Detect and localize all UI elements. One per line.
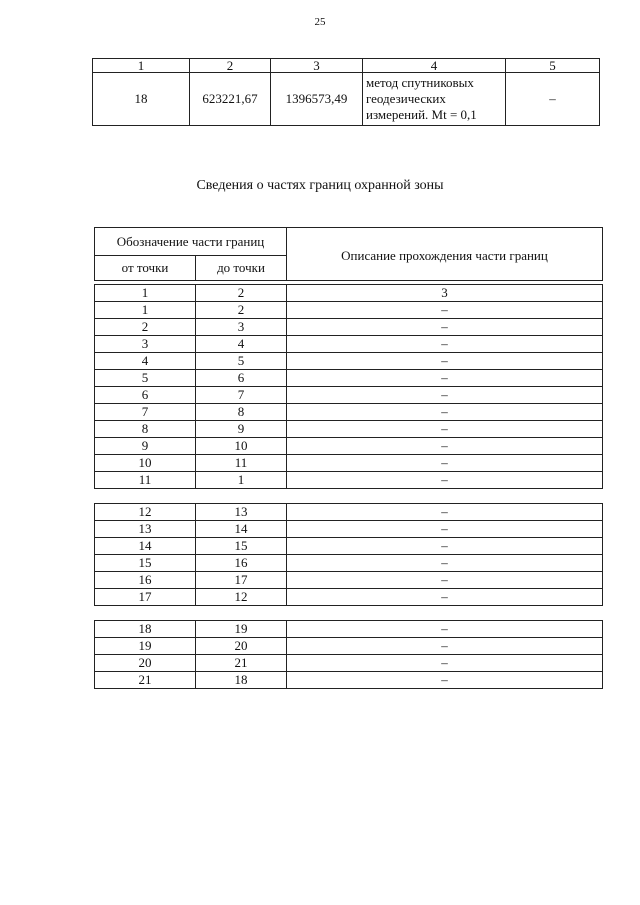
from-point-cell: 15 — [95, 555, 196, 572]
to-point-cell: 19 — [196, 621, 287, 638]
point-number: 18 — [93, 73, 190, 126]
page-number: 25 — [314, 16, 326, 28]
section-title: Сведения о частях границ охранной зоны — [196, 178, 444, 193]
from-point-cell: 6 — [95, 387, 196, 404]
numbering-cell: 2 — [196, 285, 287, 302]
to-point-cell: 8 — [196, 404, 287, 421]
from-point-cell: 13 — [95, 521, 196, 538]
table-header-cell: 3 — [271, 59, 363, 73]
table-spacer — [95, 606, 603, 621]
to-point-cell: 2 — [196, 302, 287, 319]
from-point-cell: 9 — [95, 438, 196, 455]
to-point-cell: 10 — [196, 438, 287, 455]
table-header-cell: 1 — [93, 59, 190, 73]
table-spacer — [95, 489, 603, 504]
to-point-cell: 5 — [196, 353, 287, 370]
method-line: метод спутниковых — [366, 75, 474, 90]
table-row — [95, 438, 603, 455]
from-point-cell: 16 — [95, 572, 196, 589]
table-row — [95, 336, 603, 353]
to-point-cell: 3 — [196, 319, 287, 336]
numbering-cell: 1 — [95, 285, 196, 302]
table-row — [95, 572, 603, 589]
table-row — [93, 73, 600, 126]
coordinate-y: 1396573,49 — [271, 73, 363, 126]
from-point-cell: 10 — [95, 455, 196, 472]
boundary-parts-table — [94, 227, 603, 689]
description-cell: – — [287, 387, 603, 404]
table-row — [95, 555, 603, 572]
table-row — [95, 370, 603, 387]
description-cell: – — [287, 319, 603, 336]
table-row — [95, 638, 603, 655]
from-point-cell: 1 — [95, 302, 196, 319]
table-header-cell: 4 — [363, 59, 506, 73]
method-description — [363, 73, 506, 126]
description-cell: – — [287, 472, 603, 489]
to-point-cell: 14 — [196, 521, 287, 538]
description-cell: – — [287, 302, 603, 319]
from-point-cell: 3 — [95, 336, 196, 353]
description-cell: – — [287, 353, 603, 370]
to-point-cell: 17 — [196, 572, 287, 589]
from-point-cell: 5 — [95, 370, 196, 387]
description-cell: – — [287, 521, 603, 538]
description-cell: – — [287, 404, 603, 421]
table-header-cell: 5 — [506, 59, 600, 73]
table-row — [95, 472, 603, 489]
from-point-cell: 11 — [95, 472, 196, 489]
table-row — [95, 589, 603, 606]
header-boundary-part: Обозначение части границ — [95, 228, 287, 256]
table-row — [95, 621, 603, 638]
to-point-cell: 11 — [196, 455, 287, 472]
description-cell: – — [287, 504, 603, 521]
description-cell: – — [287, 621, 603, 638]
from-point-cell: 8 — [95, 421, 196, 438]
table-header-row — [93, 59, 600, 73]
to-point-cell: 4 — [196, 336, 287, 353]
numbering-cell: 3 — [287, 285, 603, 302]
table-numbering-row — [95, 285, 603, 302]
to-point-cell: 20 — [196, 638, 287, 655]
description-cell: – — [287, 555, 603, 572]
from-point-cell: 17 — [95, 589, 196, 606]
from-point-cell: 2 — [95, 319, 196, 336]
description-cell: – — [287, 655, 603, 672]
description-cell: – — [287, 438, 603, 455]
from-point-cell: 21 — [95, 672, 196, 689]
table-row — [95, 455, 603, 472]
table-row — [95, 504, 603, 521]
table-header-cell: 2 — [190, 59, 271, 73]
table-row — [95, 404, 603, 421]
coordinates-table — [92, 58, 600, 126]
description-cell: – — [287, 538, 603, 555]
to-point-cell: 12 — [196, 589, 287, 606]
table-row — [95, 521, 603, 538]
header-description: Описание прохождения части границ — [287, 228, 603, 281]
table-row — [95, 387, 603, 404]
table-row — [95, 319, 603, 336]
from-point-cell: 4 — [95, 353, 196, 370]
from-point-cell: 20 — [95, 655, 196, 672]
description-cell: – — [287, 572, 603, 589]
to-point-cell: 21 — [196, 655, 287, 672]
method-line: геодезических — [366, 91, 446, 106]
to-point-cell: 16 — [196, 555, 287, 572]
table-row — [95, 655, 603, 672]
description-cell: – — [287, 370, 603, 387]
from-point-cell: 14 — [95, 538, 196, 555]
table-row — [95, 302, 603, 319]
to-point-cell: 1 — [196, 472, 287, 489]
table-header-row — [95, 228, 603, 256]
to-point-cell: 6 — [196, 370, 287, 387]
header-to-point: до точки — [196, 256, 287, 281]
to-point-cell: 15 — [196, 538, 287, 555]
description-cell: – — [287, 455, 603, 472]
method-line: измерений. Mt = 0,1 — [366, 107, 477, 122]
note-cell: – — [506, 73, 600, 126]
to-point-cell: 18 — [196, 672, 287, 689]
table-row — [95, 538, 603, 555]
table-row — [95, 421, 603, 438]
to-point-cell: 13 — [196, 504, 287, 521]
description-cell: – — [287, 336, 603, 353]
to-point-cell: 7 — [196, 387, 287, 404]
description-cell: – — [287, 589, 603, 606]
from-point-cell: 12 — [95, 504, 196, 521]
description-cell: – — [287, 672, 603, 689]
header-from-point: от точки — [95, 256, 196, 281]
description-cell: – — [287, 638, 603, 655]
table-row — [95, 672, 603, 689]
from-point-cell: 19 — [95, 638, 196, 655]
coordinate-x: 623221,67 — [190, 73, 271, 126]
to-point-cell: 9 — [196, 421, 287, 438]
from-point-cell: 7 — [95, 404, 196, 421]
description-cell: – — [287, 421, 603, 438]
table-row — [95, 353, 603, 370]
from-point-cell: 18 — [95, 621, 196, 638]
